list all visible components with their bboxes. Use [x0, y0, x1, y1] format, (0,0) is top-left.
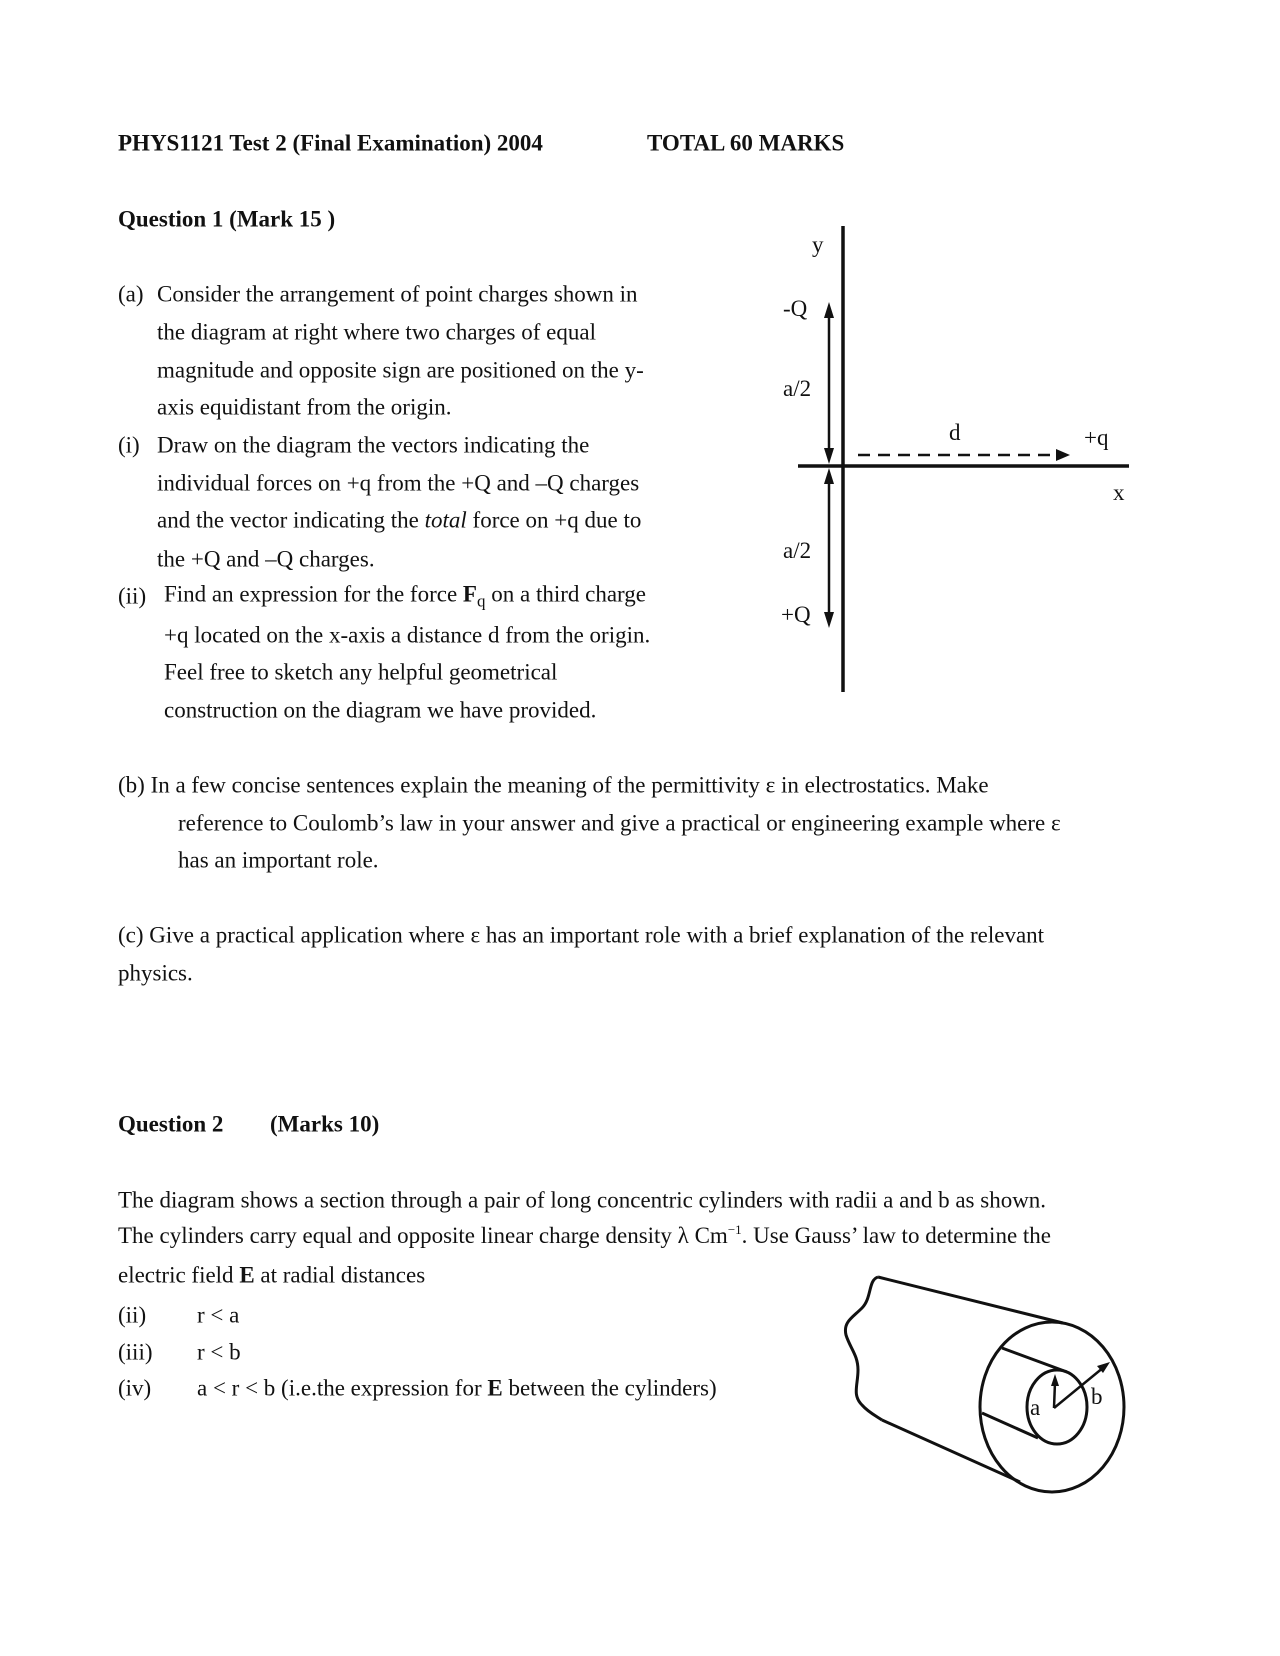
- neg-charge-label: -Q: [783, 296, 808, 321]
- text: on a third charge: [485, 581, 647, 607]
- cylinder-bottom-edge: [882, 1420, 1020, 1482]
- text: electric field: [118, 1262, 240, 1288]
- text: between the cylinders): [502, 1375, 717, 1401]
- part-i-text: individual forces on +q from the +Q and –Q charges: [157, 470, 640, 496]
- field-symbol: E: [487, 1375, 503, 1401]
- field-symbol: E: [239, 1262, 255, 1288]
- part-ii-text: construction on the diagram we have provided.: [164, 697, 597, 723]
- part-i-label: (i): [118, 432, 140, 458]
- q2-paragraph: The diagram shows a section through a pair of long concentric cylinders with radii a and b as shown.: [118, 1187, 1047, 1213]
- part-i-text: Draw on the diagram the vectors indicating the: [157, 432, 590, 458]
- part-ii-text: Feel free to sketch any helpful geometrical: [164, 659, 558, 685]
- exponent: −1: [727, 1222, 742, 1237]
- arrowhead-up: [824, 302, 834, 318]
- q2-item-label: (iii): [118, 1339, 153, 1365]
- pos-charge-label: +Q: [781, 602, 811, 627]
- italic-total: total: [424, 507, 467, 533]
- half-a-label: a/2: [783, 538, 812, 563]
- arrowhead-right: [1056, 449, 1070, 461]
- part-c-text: physics.: [118, 960, 193, 986]
- force-subscript: q: [476, 591, 486, 611]
- part-c-text: (c) Give a practical application where ε has an important role with a brief explanation of the relevant: [118, 922, 1045, 948]
- part-a-text: the diagram at right where two charges of equal: [157, 319, 596, 345]
- arrowhead: [1051, 1374, 1059, 1386]
- question-1-heading: Question 1 (Mark 15 ): [118, 206, 336, 232]
- q2-item-label: (iv): [118, 1375, 152, 1401]
- x-axis-label: x: [1113, 480, 1125, 505]
- arrowhead-up: [824, 468, 834, 484]
- force-symbol: F: [462, 581, 477, 607]
- part-ii-label: (ii): [118, 583, 147, 609]
- inner-cylinder-top-edge: [1002, 1348, 1067, 1372]
- q2-item-text: r < a: [197, 1302, 240, 1328]
- part-b-text: has an important role.: [178, 847, 379, 873]
- part-i-text: the +Q and –Q charges.: [157, 546, 375, 572]
- part-b-text: (b) In a few concise sentences explain the meaning of the permittivity ε in electrostatics. Make: [118, 772, 989, 798]
- charge-diagram: [798, 226, 1129, 692]
- part-ii-text: +q located on the x-axis a distance d from the origin.: [164, 622, 651, 648]
- text: Find an expression for the force: [164, 581, 463, 607]
- part-a-text: Consider the arrangement of point charges shown in: [157, 281, 638, 307]
- exam-title: PHYS1121 Test 2 (Final Examination) 2004: [118, 130, 543, 156]
- cylinder-wavy-edge: [845, 1277, 882, 1420]
- part-b-text: reference to Coulomb’s law in your answer and give a practical or engineering example where ε: [178, 810, 1061, 836]
- y-axis-label: y: [812, 232, 824, 257]
- q2-item-label: (ii): [118, 1302, 147, 1328]
- text: a < r < b (i.e.the expression for: [197, 1375, 488, 1401]
- part-a-label: (a): [118, 281, 144, 307]
- half-a-label: a/2: [783, 376, 812, 401]
- text: . Use Gauss’ law to determine the: [741, 1223, 1051, 1248]
- text: at radial distances: [254, 1262, 426, 1288]
- cylinder-diagram: [845, 1277, 1124, 1492]
- arrowhead-down: [824, 612, 834, 628]
- text: The cylinders carry equal and opposite linear charge density λ Cm: [118, 1223, 728, 1248]
- text: and the vector indicating the: [157, 507, 425, 533]
- text: force on +q due to: [466, 507, 642, 533]
- radius-a-label: a: [1030, 1395, 1041, 1420]
- total-marks: TOTAL 60 MARKS: [647, 130, 845, 156]
- part-a-text: axis equidistant from the origin.: [157, 394, 452, 420]
- part-a-text: magnitude and opposite sign are positioned on the y-: [157, 357, 644, 383]
- distance-d-label: d: [949, 420, 961, 445]
- test-charge-label: +q: [1084, 425, 1109, 450]
- question-2-marks: (Marks 10): [270, 1111, 380, 1137]
- arrowhead-down: [824, 448, 834, 464]
- question-2-heading: Question 2: [118, 1111, 224, 1137]
- radius-b-label: b: [1091, 1384, 1103, 1409]
- cylinder-top-edge: [878, 1277, 1063, 1323]
- q2-item-text: r < b: [197, 1339, 241, 1365]
